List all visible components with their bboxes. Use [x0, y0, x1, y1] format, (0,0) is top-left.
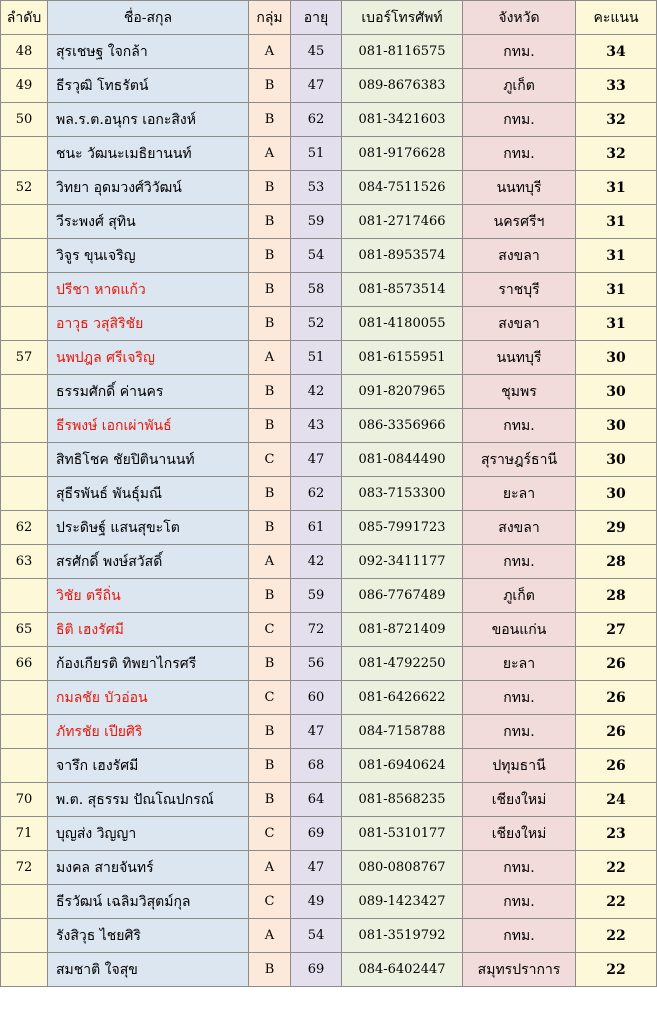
name-cell: รังสิวุธ ไชยศิริ: [48, 919, 249, 953]
score-cell: 22: [576, 851, 657, 885]
name-cell: สิทธิโชค ชัยปิตินานนท์: [48, 443, 249, 477]
province-cell: ยะลา: [463, 647, 576, 681]
rank-cell: [1, 885, 48, 919]
phone-cell: 081-6940624: [342, 749, 463, 783]
table-row: [1, 35, 657, 69]
rank-cell: [1, 409, 48, 443]
group-cell: B: [249, 477, 291, 511]
phone-cell: 084-6402447: [342, 953, 463, 987]
score-cell: 28: [576, 545, 657, 579]
group-cell: B: [249, 103, 291, 137]
age-cell: 43: [291, 409, 342, 443]
table-row: [1, 205, 657, 239]
age-cell: 61: [291, 511, 342, 545]
name-cell: นพปฎล ศรีเจริญ: [48, 341, 249, 375]
score-cell: 31: [576, 307, 657, 341]
table-row: [1, 545, 657, 579]
phone-cell: 081-8573514: [342, 273, 463, 307]
province-cell: ปทุมธานี: [463, 749, 576, 783]
age-cell: 62: [291, 103, 342, 137]
rank-cell: 52: [1, 171, 48, 205]
group-cell: C: [249, 885, 291, 919]
score-cell: 26: [576, 647, 657, 681]
province-cell: นครศรีฯ: [463, 205, 576, 239]
table-row: [1, 273, 657, 307]
rank-cell: 71: [1, 817, 48, 851]
province-cell: กทม.: [463, 409, 576, 443]
score-cell: 26: [576, 715, 657, 749]
rank-cell: [1, 205, 48, 239]
province-cell: สงขลา: [463, 511, 576, 545]
score-cell: 31: [576, 239, 657, 273]
group-cell: B: [249, 953, 291, 987]
table-row: [1, 137, 657, 171]
rank-cell: [1, 137, 48, 171]
phone-cell: 083-7153300: [342, 477, 463, 511]
province-cell: กทม.: [463, 715, 576, 749]
rank-cell: 62: [1, 511, 48, 545]
name-cell: ภัทรชัย เปียศิริ: [48, 715, 249, 749]
rank-cell: [1, 919, 48, 953]
province-cell: ยะลา: [463, 477, 576, 511]
age-cell: 47: [291, 715, 342, 749]
table-row: [1, 69, 657, 103]
table-row: [1, 443, 657, 477]
score-cell: 32: [576, 137, 657, 171]
province-cell: กทม.: [463, 885, 576, 919]
name-cell: สมชาติ ใจสุข: [48, 953, 249, 987]
rank-cell: [1, 681, 48, 715]
table-row: [1, 103, 657, 137]
age-cell: 52: [291, 307, 342, 341]
age-cell: 53: [291, 171, 342, 205]
group-cell: B: [249, 69, 291, 103]
name-cell: ธิติ เฮงรัศมี: [48, 613, 249, 647]
phone-cell: 081-0844490: [342, 443, 463, 477]
name-cell: วิทยา อุดมวงศ์วิวัฒน์: [48, 171, 249, 205]
province-cell: กทม.: [463, 545, 576, 579]
table-row: [1, 851, 657, 885]
phone-cell: 085-7991723: [342, 511, 463, 545]
rank-cell: [1, 375, 48, 409]
phone-cell: 081-6426622: [342, 681, 463, 715]
province-cell: กทม.: [463, 851, 576, 885]
table-row: [1, 171, 657, 205]
rank-cell: 70: [1, 783, 48, 817]
rank-cell: [1, 273, 48, 307]
phone-cell: 086-7767489: [342, 579, 463, 613]
score-cell: 32: [576, 103, 657, 137]
group-cell: A: [249, 35, 291, 69]
table-row: [1, 681, 657, 715]
province-cell: เชียงใหม่: [463, 817, 576, 851]
group-cell: B: [249, 579, 291, 613]
province-cell: สุราษฎร์ธานี: [463, 443, 576, 477]
group-cell: A: [249, 341, 291, 375]
phone-cell: 080-0808767: [342, 851, 463, 885]
rank-cell: 50: [1, 103, 48, 137]
name-cell: ธีรวุฒิ โทธรัตน์: [48, 69, 249, 103]
age-cell: 59: [291, 205, 342, 239]
group-cell: C: [249, 443, 291, 477]
phone-cell: 091-8207965: [342, 375, 463, 409]
phone-cell: 081-3421603: [342, 103, 463, 137]
phone-cell: 081-8568235: [342, 783, 463, 817]
province-cell: ราชบุรี: [463, 273, 576, 307]
phone-cell: 081-3519792: [342, 919, 463, 953]
age-cell: 69: [291, 817, 342, 851]
score-cell: 27: [576, 613, 657, 647]
age-cell: 42: [291, 375, 342, 409]
province-cell: กทม.: [463, 137, 576, 171]
group-cell: B: [249, 715, 291, 749]
group-cell: B: [249, 239, 291, 273]
phone-cell: 081-5310177: [342, 817, 463, 851]
name-cell: ธีรวัฒน์ เฉลิมวิสุตม์กุล: [48, 885, 249, 919]
province-cell: เชียงใหม่: [463, 783, 576, 817]
age-cell: 69: [291, 953, 342, 987]
score-cell: 28: [576, 579, 657, 613]
name-cell: วีระพงศ์ สุทิน: [48, 205, 249, 239]
group-cell: B: [249, 749, 291, 783]
score-cell: 23: [576, 817, 657, 851]
score-cell: 33: [576, 69, 657, 103]
table-row: [1, 647, 657, 681]
score-cell: 30: [576, 341, 657, 375]
name-cell: กมลชัย บัวอ่อน: [48, 681, 249, 715]
rank-cell: [1, 715, 48, 749]
header-name: ชื่อ-สกุล: [48, 1, 249, 35]
group-cell: A: [249, 137, 291, 171]
province-cell: สงขลา: [463, 239, 576, 273]
age-cell: 51: [291, 341, 342, 375]
province-cell: กทม.: [463, 103, 576, 137]
score-cell: 31: [576, 205, 657, 239]
rank-cell: [1, 239, 48, 273]
name-cell: ชนะ วัฒนะเมธิยานนท์: [48, 137, 249, 171]
phone-cell: 089-1423427: [342, 885, 463, 919]
name-cell: พ.ต. สุธรรม ปัณโณปกรณ์: [48, 783, 249, 817]
name-cell: สุธีรพันธ์ พันธุ์มณี: [48, 477, 249, 511]
header-score: คะแนน: [576, 1, 657, 35]
header-rank: ลำดับ: [1, 1, 48, 35]
rank-cell: 49: [1, 69, 48, 103]
age-cell: 72: [291, 613, 342, 647]
score-cell: 22: [576, 953, 657, 987]
age-cell: 64: [291, 783, 342, 817]
province-cell: ชุมพร: [463, 375, 576, 409]
phone-cell: 081-2717466: [342, 205, 463, 239]
table-row: [1, 885, 657, 919]
province-cell: ภูเก็ต: [463, 579, 576, 613]
name-cell: ปรีชา หาดแก้ว: [48, 273, 249, 307]
name-cell: จารึก เฮงรัศมี: [48, 749, 249, 783]
phone-cell: 081-4180055: [342, 307, 463, 341]
group-cell: C: [249, 613, 291, 647]
age-cell: 47: [291, 851, 342, 885]
province-cell: กทม.: [463, 919, 576, 953]
rank-cell: [1, 443, 48, 477]
age-cell: 59: [291, 579, 342, 613]
phone-cell: 081-6155951: [342, 341, 463, 375]
age-cell: 60: [291, 681, 342, 715]
group-cell: B: [249, 511, 291, 545]
rank-cell: 63: [1, 545, 48, 579]
score-cell: 31: [576, 171, 657, 205]
province-cell: ขอนแก่น: [463, 613, 576, 647]
name-cell: ประดิษฐ์ แสนสุขะโต: [48, 511, 249, 545]
group-cell: B: [249, 307, 291, 341]
province-cell: นนทบุรี: [463, 171, 576, 205]
rank-cell: [1, 579, 48, 613]
phone-cell: 081-4792250: [342, 647, 463, 681]
name-cell: วิชัย ตรีถิ่น: [48, 579, 249, 613]
rank-cell: 72: [1, 851, 48, 885]
age-cell: 58: [291, 273, 342, 307]
age-cell: 62: [291, 477, 342, 511]
score-cell: 30: [576, 375, 657, 409]
age-cell: 68: [291, 749, 342, 783]
province-cell: สงขลา: [463, 307, 576, 341]
score-cell: 24: [576, 783, 657, 817]
table-row: [1, 375, 657, 409]
name-cell: มงคล สายจันทร์: [48, 851, 249, 885]
header-row: [1, 1, 657, 35]
group-cell: B: [249, 171, 291, 205]
phone-cell: 081-8116575: [342, 35, 463, 69]
header-province: จังหวัด: [463, 1, 576, 35]
table-header: [1, 1, 657, 35]
age-cell: 45: [291, 35, 342, 69]
rank-cell: [1, 953, 48, 987]
rank-cell: 65: [1, 613, 48, 647]
name-cell: อาวุธ วสุสิริชัย: [48, 307, 249, 341]
score-cell: 30: [576, 409, 657, 443]
rank-cell: [1, 749, 48, 783]
table-row: [1, 307, 657, 341]
score-cell: 30: [576, 477, 657, 511]
age-cell: 42: [291, 545, 342, 579]
score-cell: 26: [576, 681, 657, 715]
group-cell: A: [249, 851, 291, 885]
table-row: [1, 239, 657, 273]
rank-cell: 48: [1, 35, 48, 69]
group-cell: B: [249, 205, 291, 239]
table-row: [1, 579, 657, 613]
province-cell: สมุทรปราการ: [463, 953, 576, 987]
table-row: [1, 477, 657, 511]
score-cell: 26: [576, 749, 657, 783]
group-cell: B: [249, 647, 291, 681]
group-cell: C: [249, 817, 291, 851]
province-cell: ภูเก็ต: [463, 69, 576, 103]
phone-cell: 086-3356966: [342, 409, 463, 443]
table-row: [1, 953, 657, 987]
name-cell: วิจูร ขุนเจริญ: [48, 239, 249, 273]
group-cell: B: [249, 409, 291, 443]
group-cell: C: [249, 681, 291, 715]
age-cell: 47: [291, 69, 342, 103]
score-cell: 31: [576, 273, 657, 307]
age-cell: 54: [291, 919, 342, 953]
age-cell: 47: [291, 443, 342, 477]
table-row: [1, 613, 657, 647]
score-cell: 22: [576, 919, 657, 953]
group-cell: A: [249, 545, 291, 579]
header-age: อายุ: [291, 1, 342, 35]
table-row: [1, 919, 657, 953]
header-phone: เบอร์โทรศัพท์: [342, 1, 463, 35]
score-cell: 22: [576, 885, 657, 919]
group-cell: B: [249, 273, 291, 307]
name-cell: ธรรมศักดิ์ ค่านคร: [48, 375, 249, 409]
rank-cell: 57: [1, 341, 48, 375]
table-row: [1, 409, 657, 443]
name-cell: สุรเชษฐ ใจกล้า: [48, 35, 249, 69]
table-row: [1, 715, 657, 749]
group-cell: B: [249, 783, 291, 817]
table-row: [1, 511, 657, 545]
name-cell: พล.ร.ต.อนุกร เอกะสิงห์: [48, 103, 249, 137]
phone-cell: 081-9176628: [342, 137, 463, 171]
header-group: กลุ่ม: [249, 1, 291, 35]
province-cell: กทม.: [463, 681, 576, 715]
name-cell: ก้องเกียรติ ทิพยาไกรศรี: [48, 647, 249, 681]
province-cell: นนทบุรี: [463, 341, 576, 375]
table-row: [1, 341, 657, 375]
age-cell: 51: [291, 137, 342, 171]
name-cell: ธีรพงษ์ เอกเผ่าพันธ์: [48, 409, 249, 443]
phone-cell: 084-7158788: [342, 715, 463, 749]
province-cell: กทม.: [463, 35, 576, 69]
phone-cell: 084-7511526: [342, 171, 463, 205]
table-row: [1, 749, 657, 783]
score-cell: 29: [576, 511, 657, 545]
age-cell: 56: [291, 647, 342, 681]
group-cell: B: [249, 375, 291, 409]
name-cell: สรศักดิ์ พงษ์สวัสดิ์: [48, 545, 249, 579]
phone-cell: 089-8676383: [342, 69, 463, 103]
rank-cell: [1, 307, 48, 341]
rank-cell: 66: [1, 647, 48, 681]
score-cell: 30: [576, 443, 657, 477]
table-row: [1, 817, 657, 851]
group-cell: A: [249, 919, 291, 953]
table-body: [1, 35, 657, 987]
score-cell: 34: [576, 35, 657, 69]
rank-cell: [1, 477, 48, 511]
table-row: [1, 783, 657, 817]
phone-cell: 081-8721409: [342, 613, 463, 647]
name-cell: บุญส่ง วิญญา: [48, 817, 249, 851]
phone-cell: 092-3411177: [342, 545, 463, 579]
phone-cell: 081-8953574: [342, 239, 463, 273]
age-cell: 54: [291, 239, 342, 273]
age-cell: 49: [291, 885, 342, 919]
